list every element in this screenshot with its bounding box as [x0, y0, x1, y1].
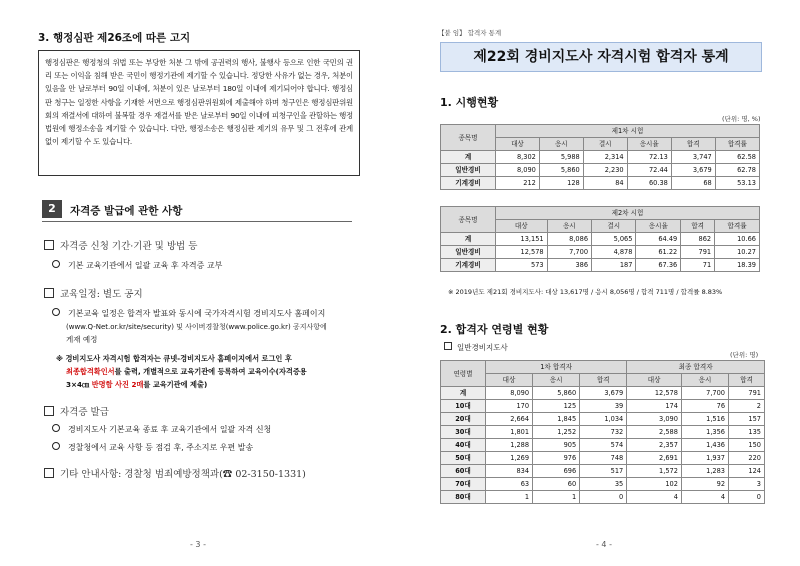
table-cell: 60.38: [627, 177, 671, 190]
sub-item: [52, 424, 271, 435]
table-cell: 84: [583, 177, 627, 190]
row-label: 기계경비: [441, 259, 496, 272]
source-label: 【붙 임】 합격자 통계: [438, 29, 502, 37]
circle-bullet-icon: [52, 260, 60, 268]
table-group-header: 제2차 시험: [496, 207, 760, 220]
table-cell: 92: [681, 478, 728, 491]
highlight-text: 최종합격확인서: [66, 367, 115, 376]
sub-item: [52, 260, 222, 271]
table-cell: 71: [681, 259, 715, 272]
square-bullet-icon: [44, 468, 54, 478]
table-row: [441, 491, 765, 504]
table-group-header: 최종 합격자: [627, 361, 765, 374]
table-group-header: 1차 합격자: [486, 361, 627, 374]
column-header: 응시: [533, 374, 580, 387]
table-cell: 2: [729, 400, 765, 413]
table-cell: 1,288: [486, 439, 533, 452]
sub-item-text: 기본 교육기관에서 일괄 교육 후 자격증 교부: [68, 261, 223, 270]
table-cell: 1,356: [681, 426, 728, 439]
square-bullet-icon: [44, 406, 54, 416]
right-page: [400, 0, 800, 566]
table-cell: 862: [681, 233, 715, 246]
item-issuance: [44, 404, 109, 418]
table-row-header: 종목명: [441, 207, 496, 233]
table-cell: 8,086: [547, 233, 591, 246]
item-label: 기타 안내사항: 경찰청 범죄예방정책과(☎ 02-3150-1331): [60, 469, 306, 480]
table-cell: 35: [580, 478, 627, 491]
column-header: 대상: [496, 220, 548, 233]
table-cell: 732: [580, 426, 627, 439]
row-label: 20대: [441, 413, 486, 426]
table-cell: 976: [533, 452, 580, 465]
table-cell: 791: [729, 387, 765, 400]
circle-bullet-icon: [52, 424, 60, 432]
table-cell: 696: [533, 465, 580, 478]
row-label: 계: [441, 387, 486, 400]
table-header-row: [441, 374, 765, 387]
table-first-exam: [440, 124, 760, 190]
table-second-exam: [440, 206, 760, 272]
table-cell: 7,700: [681, 387, 728, 400]
section2-title: 자격증 발급에 관한 사항: [70, 205, 183, 217]
sub-item-text: 경찰청에서 교육 사항 등 점검 후, 주소지로 우편 발송: [68, 443, 254, 452]
table-cell: 4: [627, 491, 682, 504]
table-cell: 128: [539, 177, 583, 190]
table-row: [441, 246, 760, 259]
column-header: 응시율: [636, 220, 681, 233]
table-cell: 39: [580, 400, 627, 413]
table-cell: 574: [580, 439, 627, 452]
sub-item: [52, 308, 325, 319]
sub-item-continued: (www.Q-Net.or.kr/site/security) 및 사이버경찰청(www.police.go.kr) 공지사항에: [66, 323, 327, 331]
square-bullet-icon: [44, 240, 54, 250]
table-header-row: [441, 207, 760, 220]
table-cell: 8,090: [496, 164, 540, 177]
circle-bullet-icon: [52, 308, 60, 316]
table-cell: 174: [627, 400, 682, 413]
table-row: [441, 233, 760, 246]
table-cell: 2,314: [583, 151, 627, 164]
row-label: 60대: [441, 465, 486, 478]
table-cell: 0: [729, 491, 765, 504]
column-header: 응시율: [627, 138, 671, 151]
row-label: 기계경비: [441, 177, 496, 190]
table-row: [441, 151, 760, 164]
column-header: 합격: [681, 220, 715, 233]
table-cell: 72.13: [627, 151, 671, 164]
row-label: 70대: [441, 478, 486, 491]
column-header: 응시: [547, 220, 591, 233]
column-header: 합격률: [715, 220, 760, 233]
subheading: [444, 342, 508, 353]
table-row: [441, 177, 760, 190]
age-table-body: [441, 387, 765, 504]
heading-age: 2. 합격자 연령별 현황: [440, 323, 549, 336]
warning-line: [66, 366, 307, 377]
table-cell: 72.44: [627, 164, 671, 177]
table-cell: 834: [486, 465, 533, 478]
section-divider: [42, 221, 352, 222]
table-header-row: [441, 125, 760, 138]
highlight-text: 반명함 사진 2매: [91, 380, 144, 389]
sub-item-text: 경비지도사 기본교육 종료 후 교육기관에서 일괄 자격 신청: [68, 425, 272, 434]
sub-item-text: 기본교육 일정은 합격자 발표와 동시에 국가자격시험 경비지도사 홈페이지: [68, 309, 326, 318]
item-application: [44, 238, 197, 252]
section-title: 3. 행정심판 제26조에 따른 고지: [38, 32, 191, 44]
table-cell: 791: [681, 246, 715, 259]
warning-text: 3×4㎝: [66, 380, 92, 389]
section-number-badge: 2: [42, 200, 62, 218]
table-cell: 5,988: [539, 151, 583, 164]
section2-header: [42, 200, 342, 220]
table-row-header: 종목명: [441, 125, 496, 151]
table-cell: 2,357: [627, 439, 682, 452]
table-cell: 573: [496, 259, 548, 272]
table-cell: 1: [486, 491, 533, 504]
table-cell: 5,065: [592, 233, 636, 246]
table-cell: 0: [580, 491, 627, 504]
page-number: - 3 -: [190, 540, 206, 549]
warning-line: ※ 경비지도사 자격시험 합격자는 큐넷-경비지도사 홈페이지에서 로그인 후: [56, 354, 292, 363]
row-label: 계: [441, 233, 496, 246]
table-cell: 1,516: [681, 413, 728, 426]
column-header: 응시: [539, 138, 583, 151]
table-cell: 3,679: [671, 164, 715, 177]
table-row-header: 연령별: [441, 361, 486, 387]
table-cell: 1: [533, 491, 580, 504]
table-cell: 62.78: [715, 164, 759, 177]
unit-label: (단위: 명, %): [722, 115, 761, 123]
table-cell: 63: [486, 478, 533, 491]
table-cell: 4: [681, 491, 728, 504]
table-group-header: 제1차 시험: [496, 125, 760, 138]
table-cell: 187: [592, 259, 636, 272]
table-cell: 60: [533, 478, 580, 491]
warning-text: 를 출력, 개별적으로 교육기관에 등록하여 교육이수(자격증용: [114, 367, 307, 376]
table-cell: 10.66: [715, 233, 760, 246]
item-schedule: [44, 286, 143, 300]
row-label: 50대: [441, 452, 486, 465]
table-cell: 76: [681, 400, 728, 413]
square-bullet-icon: [44, 288, 54, 298]
row-label: 일반경비: [441, 164, 496, 177]
table-row: [441, 426, 765, 439]
table-cell: 2,588: [627, 426, 682, 439]
table-row: [441, 259, 760, 272]
table-cell: 125: [533, 400, 580, 413]
table-cell: 386: [547, 259, 591, 272]
table-cell: 67.36: [636, 259, 681, 272]
square-bullet-icon: [444, 342, 452, 350]
table-cell: 102: [627, 478, 682, 491]
table-cell: 3,090: [627, 413, 682, 426]
table-cell: 5,860: [533, 387, 580, 400]
table-cell: 1,937: [681, 452, 728, 465]
column-header: 합격: [580, 374, 627, 387]
heading-status: 1. 시행현황: [440, 96, 499, 109]
unit-label: (단위: 명): [730, 351, 759, 359]
table-cell: 1,436: [681, 439, 728, 452]
table-row: [441, 164, 760, 177]
table-cell: 10.27: [715, 246, 760, 259]
column-header: 합격률: [715, 138, 759, 151]
table-cell: 748: [580, 452, 627, 465]
row-label: 일반경비: [441, 246, 496, 259]
appeal-notice-box: 행정심판은 행정청의 위법 또는 부당한 처분 그 밖에 공권력의 행사, 불행사 등으로 인한 국민의 권리 또는 이익을 침해 받은 국민이 행정기관에 제기할 수 있습니다. 정당한 사유가 없는 경우, 처분이 있음을 안 날로부터 90일 이내에, 처분이 있은 날로부터 180일 이내에 제기되어야 합니다. 행정심판 청구는 일정한 사항을 기재한 서면으로 행정심판위원회에 제출해야 하며 청구인은 행정심판위원회의 재결서에 대하여 불복할 경우 재결서를 받은 날로부터 90일 이내에 피청구인을 관할하는 행정법원에 행정소송을 제기할 수 있습니다. 다만, 행정소송은 행정심판 제기의 유무 및 그 전후에 관계없이 제기할 수 도 있습니다.: [38, 50, 360, 176]
table-row: [441, 413, 765, 426]
table-cell: 1,269: [486, 452, 533, 465]
table-cell: 8,090: [486, 387, 533, 400]
table-cell: 135: [729, 426, 765, 439]
table-cell: 68: [671, 177, 715, 190]
table-cell: 124: [729, 465, 765, 478]
table-cell: 18.39: [715, 259, 760, 272]
table-row: [441, 478, 765, 491]
table-cell: 2,664: [486, 413, 533, 426]
item-contact: [44, 466, 306, 480]
table-cell: 1,034: [580, 413, 627, 426]
column-header: 응시: [681, 374, 728, 387]
row-label: 10대: [441, 400, 486, 413]
table-cell: 7,700: [547, 246, 591, 259]
row-label: 80대: [441, 491, 486, 504]
table-row: [441, 452, 765, 465]
table-cell: 5,860: [539, 164, 583, 177]
table-cell: 12,578: [496, 246, 548, 259]
table-cell: 2,691: [627, 452, 682, 465]
table-cell: 150: [729, 439, 765, 452]
column-header: 결시: [592, 220, 636, 233]
item-label: 교육일정: 별도 공지: [60, 289, 143, 300]
table-cell: 212: [496, 177, 540, 190]
table-cell: 170: [486, 400, 533, 413]
table-age: [440, 360, 765, 504]
table-cell: 1,845: [533, 413, 580, 426]
column-header: 대상: [486, 374, 533, 387]
table-cell: 3: [729, 478, 765, 491]
row-label: 40대: [441, 439, 486, 452]
table-cell: 3,747: [671, 151, 715, 164]
table-row: [441, 465, 765, 478]
column-header: 합격: [671, 138, 715, 151]
warning-text: 를 교육기관에 제출): [143, 380, 208, 389]
table-row: [441, 400, 765, 413]
column-header: 결시: [583, 138, 627, 151]
table-cell: 62.58: [715, 151, 759, 164]
table-cell: 1,252: [533, 426, 580, 439]
table-cell: 905: [533, 439, 580, 452]
row-label: 계: [441, 151, 496, 164]
column-header: 대상: [627, 374, 682, 387]
item-label: 자격증 발급: [60, 407, 109, 418]
table-cell: 4,878: [592, 246, 636, 259]
column-header: 합격: [729, 374, 765, 387]
warning-line: [66, 379, 207, 390]
page-number: - 4 -: [596, 540, 612, 549]
sub-item-continued: 게재 예정: [66, 335, 98, 344]
item-label: 자격증 신청 기간·기관 및 방법 등: [60, 241, 198, 252]
page-title-banner: 제22회 경비지도사 자격시험 합격자 통계: [440, 42, 762, 72]
table-cell: 64.49: [636, 233, 681, 246]
column-header: 대상: [496, 138, 540, 151]
sub-item: [52, 442, 253, 453]
table-cell: 1,572: [627, 465, 682, 478]
table-header-row: [441, 361, 765, 374]
table-cell: 12,578: [627, 387, 682, 400]
table-cell: 2,230: [583, 164, 627, 177]
table-cell: 61.22: [636, 246, 681, 259]
table-cell: 157: [729, 413, 765, 426]
table-cell: 220: [729, 452, 765, 465]
table-cell: 517: [580, 465, 627, 478]
table-cell: 1,801: [486, 426, 533, 439]
table-cell: 13,151: [496, 233, 548, 246]
previous-year-note: ※ 2019년도 제21회 경비지도사: 대상 13,617명 / 응시 8,056명 / 합격 711명 / 합격률 8.83%: [448, 288, 723, 296]
table-cell: 53.13: [715, 177, 759, 190]
row-label: 30대: [441, 426, 486, 439]
table-cell: 8,302: [496, 151, 540, 164]
circle-bullet-icon: [52, 442, 60, 450]
table-cell: 3,679: [580, 387, 627, 400]
table-cell: 1,283: [681, 465, 728, 478]
table-row: [441, 439, 765, 452]
table-row: [441, 387, 765, 400]
subheading-text: 일반경비지도사: [457, 343, 508, 352]
